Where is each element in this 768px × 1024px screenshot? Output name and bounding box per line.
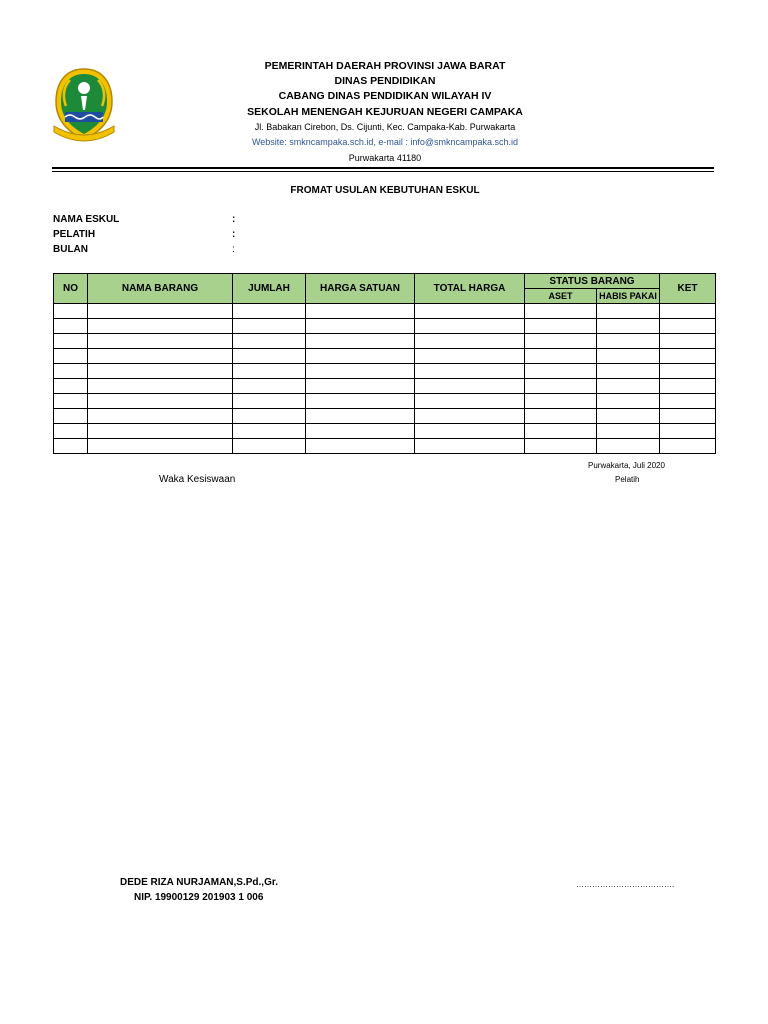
kop-contact: Website: smkncampaka.sch.id, e-mail : info@smkncampaka.sch.id — [251, 137, 519, 147]
table-cell — [54, 319, 88, 334]
signature-nip-waka: NIP. 19900129 201903 1 006 — [134, 892, 264, 903]
field-label-bulan: BULAN — [53, 244, 88, 255]
table-cell — [525, 379, 597, 394]
table-cell — [660, 334, 716, 349]
table-cell — [525, 334, 597, 349]
table-cell — [660, 409, 716, 424]
table-cell — [306, 364, 415, 379]
table-cell — [88, 394, 233, 409]
table-cell — [233, 349, 306, 364]
signature-name-waka: DEDE RIZA NURJAMAN,S.Pd.,Gr. — [120, 877, 278, 888]
table-cell — [660, 319, 716, 334]
table-cell — [660, 379, 716, 394]
table-cell — [54, 349, 88, 364]
signature-role-waka: Waka Kesiswaan — [159, 474, 236, 485]
field-colon-pelatih: : — [232, 229, 236, 240]
table-cell — [306, 349, 415, 364]
table-row — [54, 439, 716, 454]
header-total-harga: TOTAL HARGA — [415, 274, 525, 304]
letterhead-divider-thick — [52, 167, 714, 169]
kop-line-government: PEMERINTAH DAERAH PROVINSI JAWA BARAT — [264, 60, 506, 72]
table-cell — [525, 319, 597, 334]
table-cell — [525, 424, 597, 439]
kop-address: Jl. Babakan Cirebon, Ds. Cijunti, Kec. Campaka-Kab. Purwakarta — [254, 122, 516, 132]
header-ket: KET — [660, 274, 716, 304]
table-cell — [233, 439, 306, 454]
header-habis-pakai: HABIS PAKAI — [597, 289, 660, 304]
table-row — [54, 409, 716, 424]
table-cell — [525, 439, 597, 454]
table-row — [54, 349, 716, 364]
header-jumlah: JUMLAH — [233, 274, 306, 304]
signature-place-date: Purwakarta, Juli 2020 — [588, 461, 665, 470]
table-cell — [660, 439, 716, 454]
table-cell — [88, 334, 233, 349]
field-label-nama-eskul: NAMA ESKUL — [53, 214, 120, 225]
signature-name-pelatih-blank: ………………………………. — [576, 880, 675, 889]
table-cell — [233, 364, 306, 379]
table-body — [54, 304, 716, 454]
table-cell — [233, 424, 306, 439]
table-cell — [597, 349, 660, 364]
table-cell — [597, 379, 660, 394]
table-row — [54, 364, 716, 379]
table-cell — [233, 394, 306, 409]
table-cell — [88, 439, 233, 454]
table-cell — [306, 379, 415, 394]
table-cell — [660, 394, 716, 409]
table-cell — [660, 424, 716, 439]
table-cell — [306, 319, 415, 334]
header-no: NO — [54, 274, 88, 304]
table-cell — [54, 424, 88, 439]
table-cell — [415, 364, 525, 379]
table-cell — [525, 394, 597, 409]
table-cell — [415, 424, 525, 439]
table-cell — [415, 334, 525, 349]
document-title: FROMAT USULAN KEBUTUHAN ESKUL — [290, 185, 480, 196]
signature-role-pelatih: Pelatih — [615, 475, 640, 484]
table-cell — [597, 409, 660, 424]
table-cell — [233, 409, 306, 424]
table-cell — [415, 349, 525, 364]
header-nama-barang: NAMA BARANG — [88, 274, 233, 304]
table-cell — [525, 349, 597, 364]
table-cell — [525, 364, 597, 379]
table-cell — [597, 319, 660, 334]
table-cell — [88, 424, 233, 439]
items-table — [53, 273, 716, 454]
school-logo — [50, 66, 118, 146]
table-cell — [415, 379, 525, 394]
table-cell — [306, 304, 415, 319]
table-cell — [88, 319, 233, 334]
jawa-barat-emblem-icon — [50, 66, 118, 146]
table-cell — [54, 439, 88, 454]
table-row — [54, 379, 716, 394]
header-harga-satuan: HARGA SATUAN — [306, 274, 415, 304]
kop-line-branch: CABANG DINAS PENDIDIKAN WILAYAH IV — [278, 90, 492, 102]
table-cell — [415, 409, 525, 424]
table-cell — [660, 304, 716, 319]
table-cell — [306, 334, 415, 349]
table-cell — [233, 334, 306, 349]
table-cell — [415, 319, 525, 334]
table-cell — [54, 304, 88, 319]
table-cell — [525, 409, 597, 424]
letterhead-divider-thin — [52, 171, 714, 172]
table-cell — [597, 334, 660, 349]
table-cell — [660, 349, 716, 364]
table-cell — [54, 394, 88, 409]
table-cell — [54, 409, 88, 424]
table-row — [54, 424, 716, 439]
kop-line-agency: DINAS PENDIDIKAN — [334, 75, 436, 87]
table-cell — [597, 424, 660, 439]
field-colon-bulan: : — [232, 244, 235, 255]
table-cell — [306, 439, 415, 454]
table-row — [54, 394, 716, 409]
table-row — [54, 304, 716, 319]
table-cell — [88, 304, 233, 319]
table-cell — [88, 409, 233, 424]
header-aset: ASET — [525, 289, 597, 304]
field-label-pelatih: PELATIH — [53, 229, 96, 240]
table-cell — [233, 379, 306, 394]
table-cell — [415, 394, 525, 409]
table-cell — [233, 304, 306, 319]
table-cell — [306, 409, 415, 424]
header-status-barang: STATUS BARANG — [525, 274, 660, 289]
table-cell — [660, 364, 716, 379]
table-cell — [54, 379, 88, 394]
kop-line-school: SEKOLAH MENENGAH KEJURUAN NEGERI CAMPAKA — [247, 106, 523, 118]
table-cell — [415, 304, 525, 319]
table-cell — [306, 394, 415, 409]
table-cell — [415, 439, 525, 454]
field-colon-nama-eskul: : — [232, 214, 236, 225]
table-cell — [597, 394, 660, 409]
table-cell — [54, 364, 88, 379]
table-row — [54, 319, 716, 334]
table-cell — [54, 334, 88, 349]
table-cell — [88, 364, 233, 379]
table-cell — [597, 304, 660, 319]
kop-postal: Purwakarta 41180 — [348, 153, 422, 163]
table-cell — [525, 304, 597, 319]
table-cell — [88, 349, 233, 364]
table-cell — [233, 319, 306, 334]
table-cell — [88, 379, 233, 394]
table-cell — [597, 364, 660, 379]
table-cell — [306, 424, 415, 439]
table-row — [54, 334, 716, 349]
table-cell — [597, 439, 660, 454]
